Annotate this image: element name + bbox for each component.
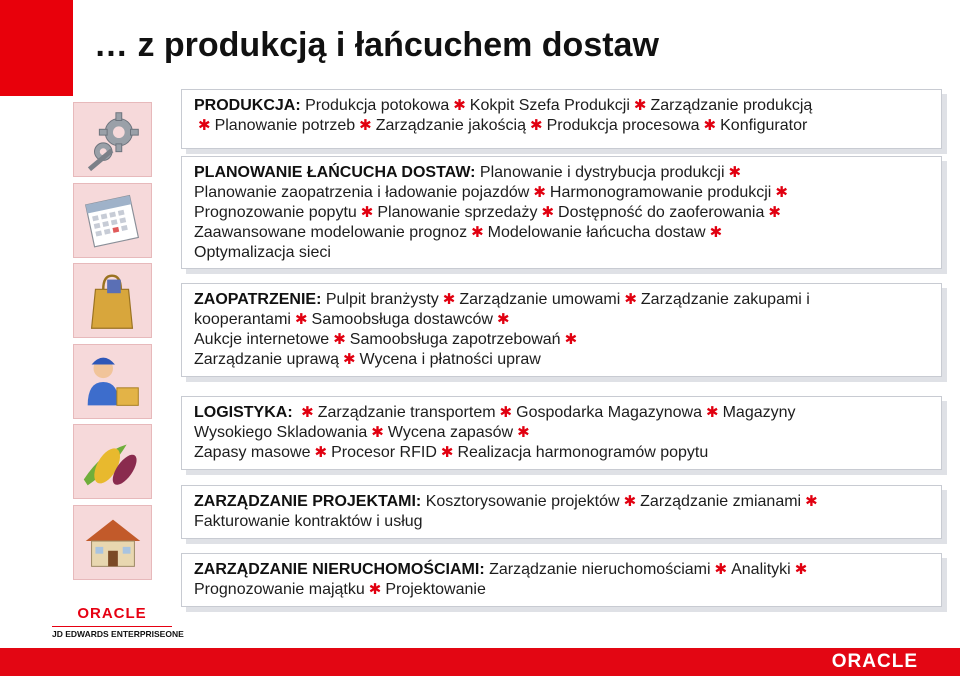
section-line xyxy=(194,423,929,443)
separator-icon: ✱ xyxy=(794,561,808,578)
separator-icon: ✱ xyxy=(633,97,647,114)
module-item: Samoobsługa zapotrzebowań xyxy=(349,331,561,348)
separator-icon: ✱ xyxy=(703,117,717,134)
separator-icon: ✱ xyxy=(301,404,314,421)
module-item: Procesor RFID xyxy=(331,444,437,461)
calendar-icon xyxy=(74,184,151,257)
section-line xyxy=(194,116,929,136)
module-item: Zarządzanie jakością xyxy=(375,117,526,134)
module-item: Prognozowanie popytu xyxy=(194,204,357,221)
section-planowanie xyxy=(181,156,942,269)
section-line xyxy=(194,403,929,423)
module-item: Dostępność do zaoferowania xyxy=(558,204,765,221)
module-item: Zarządzanie transportem xyxy=(317,404,496,421)
separator-icon: ✱ xyxy=(623,493,637,510)
section-heading: PLANOWANIE ŁAŃCUCHA DOSTAW: xyxy=(194,164,480,181)
module-item: Zarządzanie zmianami xyxy=(640,493,802,510)
separator-icon: ✱ xyxy=(198,117,211,134)
separator-icon: ✱ xyxy=(805,493,818,510)
section-heading: ZARZĄDZANIE NIERUCHOMOŚCIAMI: xyxy=(194,561,490,578)
separator-icon: ✱ xyxy=(294,311,308,328)
module-item: Magazyny xyxy=(722,404,796,421)
separator-icon: ✱ xyxy=(709,224,723,241)
separator-icon: ✱ xyxy=(359,117,372,134)
module-item: Gospodarka Magazynowa xyxy=(516,404,703,421)
section-line xyxy=(194,350,929,370)
gears-icon xyxy=(74,103,151,176)
module-item: Projektowanie xyxy=(385,581,486,598)
module-item: Prognozowanie majątku xyxy=(194,581,365,598)
separator-icon: ✱ xyxy=(368,581,382,598)
module-item: Pulpit branżysty xyxy=(325,291,439,308)
section-line xyxy=(194,183,929,203)
module-item: Planowanie zaopatrzenia i ładowanie pojazdów xyxy=(194,184,530,201)
section-line xyxy=(194,492,929,512)
tile-calendar xyxy=(73,183,152,258)
module-item: Zarządzanie uprawą xyxy=(194,351,339,368)
separator-icon: ✱ xyxy=(564,331,578,348)
module-item: Modelowanie łańcucha dostaw xyxy=(487,224,706,241)
section-line xyxy=(194,223,929,243)
section-heading: ZARZĄDZANIE PROJEKTAMI: xyxy=(194,493,426,510)
separator-icon: ✱ xyxy=(371,424,384,441)
module-item: Planowanie sprzedaży xyxy=(377,204,538,221)
section-line xyxy=(194,560,929,580)
separator-icon: ✱ xyxy=(342,351,356,368)
tile-gears xyxy=(73,102,152,177)
separator-icon: ✱ xyxy=(768,204,781,221)
separator-icon: ✱ xyxy=(775,184,788,201)
separator-icon: ✱ xyxy=(442,291,456,308)
module-item: Optymalizacja sieci xyxy=(194,244,331,261)
section-line xyxy=(194,330,929,350)
separator-icon: ✱ xyxy=(453,97,466,114)
separator-icon: ✱ xyxy=(360,204,374,221)
separator-icon: ✱ xyxy=(517,424,530,441)
separator-icon: ✱ xyxy=(471,224,484,241)
section-line xyxy=(194,290,929,310)
shopping-bag-icon xyxy=(74,264,151,337)
section-line xyxy=(194,203,929,223)
bottom-bar xyxy=(0,648,960,676)
tile-worker xyxy=(73,344,152,419)
tile-corn xyxy=(73,424,152,499)
oracle-logo-text: ORACLE xyxy=(77,605,147,622)
jde-logo-text: JD EDWARDS ENTERPRISEONE xyxy=(52,626,172,639)
separator-icon: ✱ xyxy=(333,331,346,348)
module-item: Zapasy masowe xyxy=(194,444,311,461)
module-item: Analityki xyxy=(731,561,791,578)
module-item: Wysokiego Skladowania xyxy=(194,424,368,441)
separator-icon: ✱ xyxy=(624,291,637,308)
separator-icon: ✱ xyxy=(440,444,454,461)
section-line xyxy=(194,512,929,532)
module-item: Planowanie i dystrybucja produkcji xyxy=(479,164,725,181)
separator-icon: ✱ xyxy=(714,561,728,578)
section-line xyxy=(194,580,929,600)
section-line xyxy=(194,163,929,183)
section-nieruchomosci xyxy=(181,553,942,607)
oracle-bar-logo: ORACLE xyxy=(831,651,918,672)
module-item: Harmonogramowanie produkcji xyxy=(549,184,772,201)
corn-icon xyxy=(74,425,151,498)
section-produkcja xyxy=(181,89,942,149)
page-title: … z produkcją i łańcuchem dostaw xyxy=(94,26,659,64)
module-item: Kokpit Szefa Produkcji xyxy=(469,97,630,114)
module-item: Fakturowanie kontraktów i usług xyxy=(194,513,423,530)
separator-icon: ✱ xyxy=(314,444,328,461)
separator-icon: ✱ xyxy=(706,404,719,421)
section-projekty xyxy=(181,485,942,539)
module-item: Zarządzanie nieruchomościami xyxy=(489,561,711,578)
section-zaopatrzenie xyxy=(181,283,942,377)
separator-icon: ✱ xyxy=(533,184,546,201)
separator-icon: ✱ xyxy=(530,117,543,134)
module-item: kooperantami xyxy=(194,311,291,328)
house-icon xyxy=(74,506,151,579)
module-item: Wycena zapasów xyxy=(387,424,514,441)
section-line xyxy=(194,310,929,330)
module-item: Zarządzanie umowami xyxy=(459,291,621,308)
section-heading: ZAOPATRZENIE: xyxy=(194,291,326,308)
section-heading: PRODUKCJA: xyxy=(194,97,306,114)
section-logistyka xyxy=(181,396,942,470)
tile-house xyxy=(73,505,152,580)
worker-icon xyxy=(74,345,151,418)
module-item: Kosztorysowanie projektów xyxy=(425,493,620,510)
module-item: Produkcja procesowa xyxy=(546,117,700,134)
module-item: Konfigurator xyxy=(720,117,808,134)
module-item: Produkcja potokowa xyxy=(305,97,450,114)
separator-icon: ✱ xyxy=(496,311,510,328)
module-item: Zarządzanie zakupami i xyxy=(640,291,810,308)
module-item: Aukcje internetowe xyxy=(194,331,330,348)
section-heading: LOGISTYKA: xyxy=(194,404,298,421)
tile-bag xyxy=(73,263,152,338)
oracle-jde-logo xyxy=(52,605,184,639)
module-item: Zaawansowane modelowanie prognoz xyxy=(194,224,468,241)
section-line xyxy=(194,243,929,263)
module-item: Realizacja harmonogramów popytu xyxy=(457,444,709,461)
module-item: Planowanie potrzeb xyxy=(214,117,356,134)
module-item: Wycena i płatności upraw xyxy=(359,351,541,368)
red-corner-accent xyxy=(0,0,73,96)
module-item: Samoobsługa dostawców xyxy=(311,311,493,328)
separator-icon: ✱ xyxy=(728,164,742,181)
module-item: Zarządzanie produkcją xyxy=(650,97,813,114)
separator-icon: ✱ xyxy=(541,204,555,221)
section-line xyxy=(194,96,929,116)
separator-icon: ✱ xyxy=(499,404,513,421)
section-line xyxy=(194,443,929,463)
